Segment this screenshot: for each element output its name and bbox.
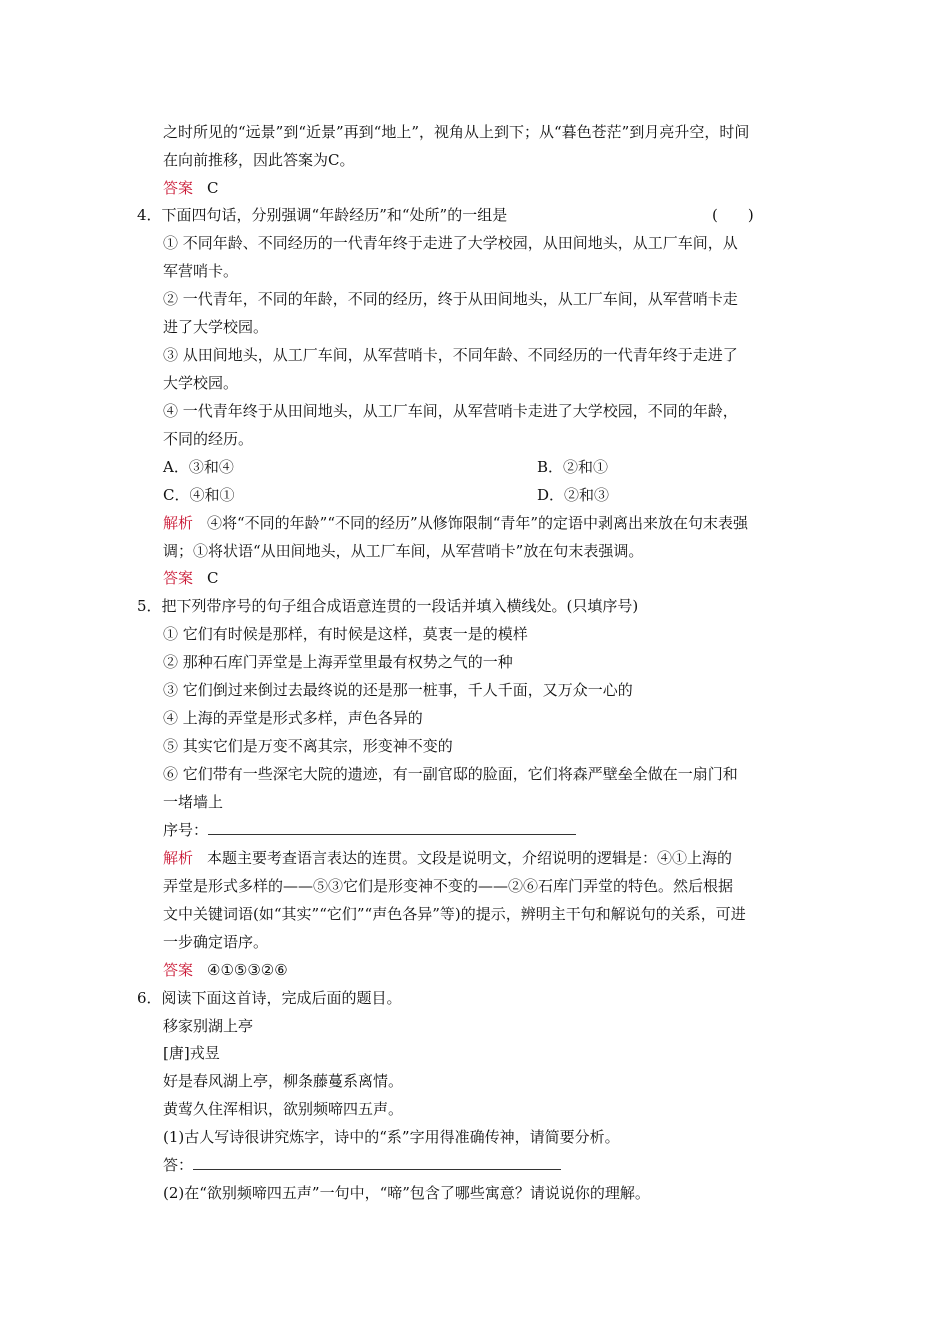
sentence-line: 一堵墙上 <box>163 793 224 811</box>
answer-value: C <box>207 569 219 587</box>
question-text: 把下列带序号的句子组合成语意连贯的一段话并填入横线处。(只填序号) <box>161 597 639 615</box>
question-5-stem <box>137 596 638 616</box>
poem-line: 好是春风湖上亭，柳条藤蔓系离情。 <box>163 1072 404 1090</box>
sequence-answer-blank[interactable] <box>208 822 576 835</box>
option-b: B．②和① <box>537 458 609 476</box>
question-text: 阅读下面这首诗，完成后面的题目。 <box>161 989 402 1007</box>
sentence-line: ③ 从田间地头，从工厂车间，从军营哨卡，不同年龄、不同经历的一代青年终于走进了 <box>163 346 738 364</box>
analysis-row <box>163 513 748 533</box>
sub-question-1: (1)古人写诗很讲究炼字，诗中的“系”字用得准确传神，请简要分析。 <box>163 1128 620 1146</box>
analysis-line: 文中关键词语(如“其实”“它们”“声色各异”等)的提示，辨明主干句和解说句的关系，可进 <box>163 905 746 923</box>
sentence-line: 大学校园。 <box>163 374 239 392</box>
sentence-line: ④ 一代青年终于从田间地头，从工厂车间，从军营哨卡走进了大学校园，不同的年龄， <box>163 402 738 420</box>
analysis-row <box>163 848 732 868</box>
intro-line: 之时所见的“远景”到“近景”再到“地上”，视角从上到下；从“暮色苍茫”到月亮升空，时间 <box>163 123 750 141</box>
question-number: 5． <box>137 597 162 615</box>
answer-value: ④①⑤③②⑥ <box>207 961 288 979</box>
option-d: D．②和③ <box>537 486 610 504</box>
sentence-line: ① 不同年龄、不同经历的一代青年终于走进了大学校园，从田间地头，从工厂车间，从 <box>163 234 738 252</box>
answer-paren: ( ) <box>712 206 754 224</box>
answer-prompt: 答： <box>163 1156 194 1174</box>
sentence-line: 军营哨卡。 <box>163 262 239 280</box>
sentence-line: ③ 它们倒过来倒过去最终说的还是那一桩事，千人千面，又万众一心的 <box>163 681 633 699</box>
option-a: A．③和④ <box>163 458 234 476</box>
analysis-text: ④将“不同的年龄”“不同的经历”从修饰限制“青年”的定语中剥离出来放在句末表强 <box>207 514 749 532</box>
answer-line-row <box>163 1155 561 1175</box>
sentence-line: 进了大学校园。 <box>163 318 269 336</box>
answer-row <box>163 568 219 588</box>
answer-row <box>163 960 288 980</box>
option-c: C．④和① <box>163 486 235 504</box>
poem-author: [唐]戎昱 <box>163 1044 220 1062</box>
answer-label: 答案 <box>163 961 194 979</box>
sentence-line: ⑤ 其实它们是万变不离其宗，形变神不变的 <box>163 737 453 755</box>
poem-title: 移家别湖上亭 <box>163 1017 254 1035</box>
answer-row <box>163 178 219 198</box>
question-4-stem <box>137 205 507 225</box>
answer-value: C <box>207 179 219 197</box>
sentence-line: ② 一代青年，不同的年龄，不同的经历，终于从田间地头，从工厂车间，从军营哨卡走 <box>163 290 738 308</box>
poem-line: 黄莺久住浑相识，欲别频啼四五声。 <box>163 1100 404 1118</box>
answer-blank[interactable] <box>193 1157 561 1170</box>
question-6-stem <box>137 988 402 1008</box>
analysis-line: 一步确定语序。 <box>163 933 269 951</box>
analysis-text: 本题主要考查语言表达的连贯。文段是说明文，介绍说明的逻辑是：④①上海的 <box>207 849 733 867</box>
sentence-line: ① 它们有时候是那样，有时候是这样，莫衷一是的模样 <box>163 625 528 643</box>
question-text: 下面四句话，分别强调“年龄经历”和“处所”的一组是 <box>161 206 508 224</box>
question-number: 6． <box>137 989 162 1007</box>
analysis-line: 弄堂是形式多样的——⑤③它们是形变神不变的——②⑥石库门弄堂的特色。然后根据 <box>163 877 734 895</box>
analysis-label: 解析 <box>163 849 194 867</box>
sub-question-2: (2)在“欲别频啼四五声”一句中，“啼”包含了哪些寓意？请说说你的理解。 <box>163 1184 650 1202</box>
answer-label: 答案 <box>163 569 194 587</box>
question-number: 4． <box>137 206 162 224</box>
sentence-line: ② 那种石库门弄堂是上海弄堂里最有权势之气的一种 <box>163 653 513 671</box>
sentence-line: 不同的经历。 <box>163 430 254 448</box>
analysis-label: 解析 <box>163 514 194 532</box>
sequence-label: 序号： <box>163 821 209 839</box>
analysis-line: 调；①将状语“从田间地头，从工厂车间，从军营哨卡”放在句末表强调。 <box>163 542 644 560</box>
sentence-line: ④ 上海的弄堂是形式多样，声色各异的 <box>163 709 423 727</box>
sentence-line: ⑥ 它们带有一些深宅大院的遗迹，有一副官邸的脸面，它们将森严壁垒全做在一扇门和 <box>163 765 738 783</box>
answer-label: 答案 <box>163 179 194 197</box>
sequence-row <box>163 820 576 840</box>
intro-line: 在向前推移，因此答案为C。 <box>163 151 355 169</box>
